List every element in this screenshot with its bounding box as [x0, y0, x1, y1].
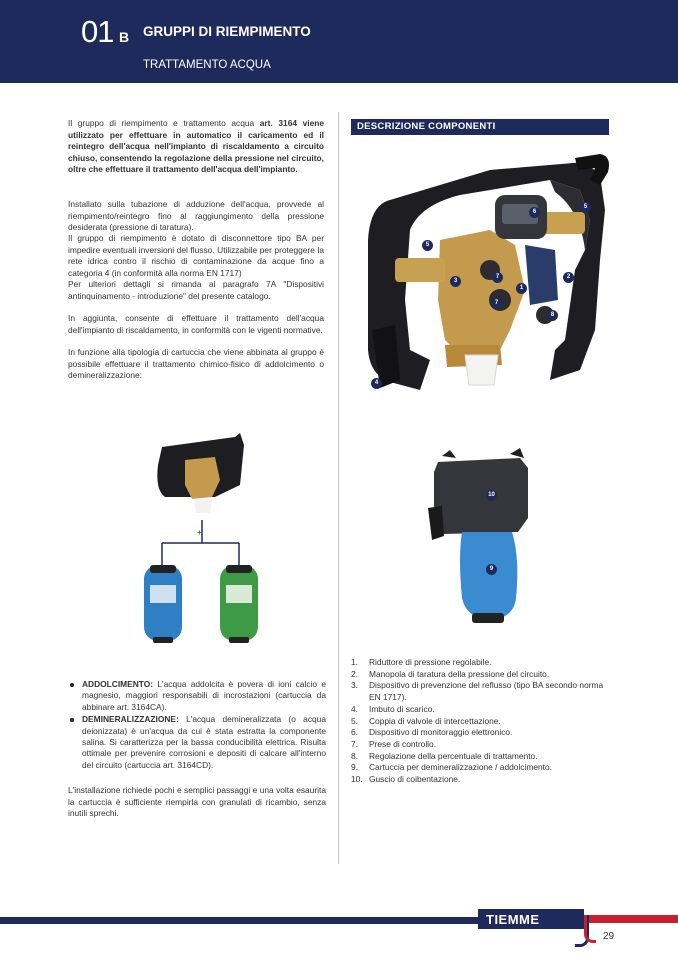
callout-2: 2	[563, 272, 574, 283]
list-item: 4. Imbuto di scarico.	[351, 703, 435, 714]
callout-1: 1	[516, 283, 527, 294]
closing-paragraph: L'installazione richiede pochi e semplici passaggi e una volta esaurita la cartuccia è sufficiente riempirla con granulati di ricambio, senza inutili sprechi.	[68, 785, 326, 818]
footer-red-bar	[584, 915, 678, 923]
callout-10: 10	[486, 490, 497, 501]
callout-5-left: 5	[422, 240, 433, 251]
callout-7-bottom: 7	[491, 298, 502, 309]
page-number: 29	[603, 931, 615, 942]
page-title: GRUPPI DI RIEMPIMENTO	[143, 24, 311, 39]
page-subtitle: TRATTAMENTO ACQUA	[143, 59, 271, 71]
intro-paragraph-4: Per ulteriori dettagli si rimanda al paragrafo 7A "Dispositivi antinquinamento - introduzione" del presente catalogo.	[68, 279, 324, 301]
callout-3: 3	[450, 276, 461, 287]
callout-5-right: 5	[580, 202, 591, 213]
callout-6: 6	[529, 207, 540, 218]
list-item: 5. Coppia di valvole di intercettazione.	[351, 715, 501, 726]
shell-cartridge-illustration	[420, 448, 540, 628]
list-item: 1. Riduttore di pressione regolabile.	[351, 657, 492, 667]
components-list	[351, 657, 616, 786]
list-item: 7. Prese di controllo.	[351, 738, 437, 749]
callout-4: 4	[371, 378, 382, 389]
chapter-letter: B	[119, 29, 130, 45]
intro-bold-text: art. 3164 viene utilizzato per effettuare in automatico il caricamento ed il reintegro dell'acqua nell'impianto di riscaldamento a circuito chiuso, consentendo la regolazione della pressione nel circuito, oltre che effettuare il trattamento dell'acqua dell'impianto.	[68, 118, 325, 174]
bullet-addolcimento: ADDOLCIMENTO: L'acqua addolcita è povera di ioni calcio e magnesio, maggiori responsabili di incrostazioni (cartuccia da abbinare art. 3164CA).	[68, 679, 326, 713]
diagram-plus-sign: +	[197, 528, 202, 537]
intro-paragraph-5: In aggiunta, consente di effettuare il trattamento dell'acqua dell'impianto di riscaldamento, in conformità con le vigenti normative.	[68, 313, 324, 335]
page-header	[0, 0, 678, 83]
brand-logo: TIEMME	[478, 909, 584, 929]
intro-text: Il gruppo di riempimento e trattamento acqua	[68, 118, 260, 128]
product-exploded-illustration	[350, 150, 618, 398]
section-title-bar: DESCRIZIONE COMPONENTI	[351, 119, 609, 135]
column-divider	[338, 112, 339, 864]
intro-paragraph-3: Il gruppo di riempimento è dotato di disconnettore tipo BA per impedire eventuali inversioni del flusso. Utilizzabile per proteggere la rete idrica contro il rischio di contaminazione da acque fino a categoria 4 (in conformità alla norma EN 1717)	[68, 233, 324, 278]
intro-paragraph-2: Installato sulla tubazione di adduzione dell'acqua, provvede al riempimento/reintegro fino al raggiungimento della pressione desiderata (pressione di taratura).	[68, 199, 324, 232]
footer-bar	[0, 917, 478, 924]
list-item: 6. Dispositivo di monitoraggio elettronico.	[351, 727, 513, 738]
list-item: 9. Cartuccia per demineralizzazione / addolcimento.	[351, 762, 552, 773]
chapter-number: 01	[81, 14, 114, 49]
callout-9: 9	[486, 564, 497, 575]
bullet-demineralizzazione: DEMINERALIZZAZIONE: L'acqua demineralizzata (o acqua deionizzata) è un'acqua da cui è stata estratta la componente salina. Si caratterizza per la bassa conducibilità elettrica. Risulta ottimale per prevenire corrosioni e depositi di calcare all'interno del circuito (cartuccia art. 3164CD).	[68, 714, 326, 771]
intro-paragraph-1	[68, 118, 324, 176]
callout-7-top: 7	[492, 272, 503, 283]
callout-8: 8	[547, 310, 558, 321]
list-item: 10. Guscio di coibentazione.	[351, 774, 461, 785]
treatment-bullets	[68, 679, 326, 772]
intro-paragraph-6: In funzione alla tipologia di cartuccia che viene abbinata al gruppo è possibile effettuare il trattamento chimico-fisico di addolcimento o demineralizzazione:	[68, 347, 324, 380]
list-item: 2. Manopola di taratura della pressione del circuito.	[351, 668, 550, 679]
list-item: 3. Dispositivo di prevenzione del reflusso (tipo BA secondo norma EN 1717).	[351, 680, 604, 703]
footer-hook-red	[584, 915, 596, 943]
list-item: 8. Regolazione della percentuale di trattamento.	[351, 750, 538, 761]
cartridge-options-illustration	[140, 425, 270, 655]
